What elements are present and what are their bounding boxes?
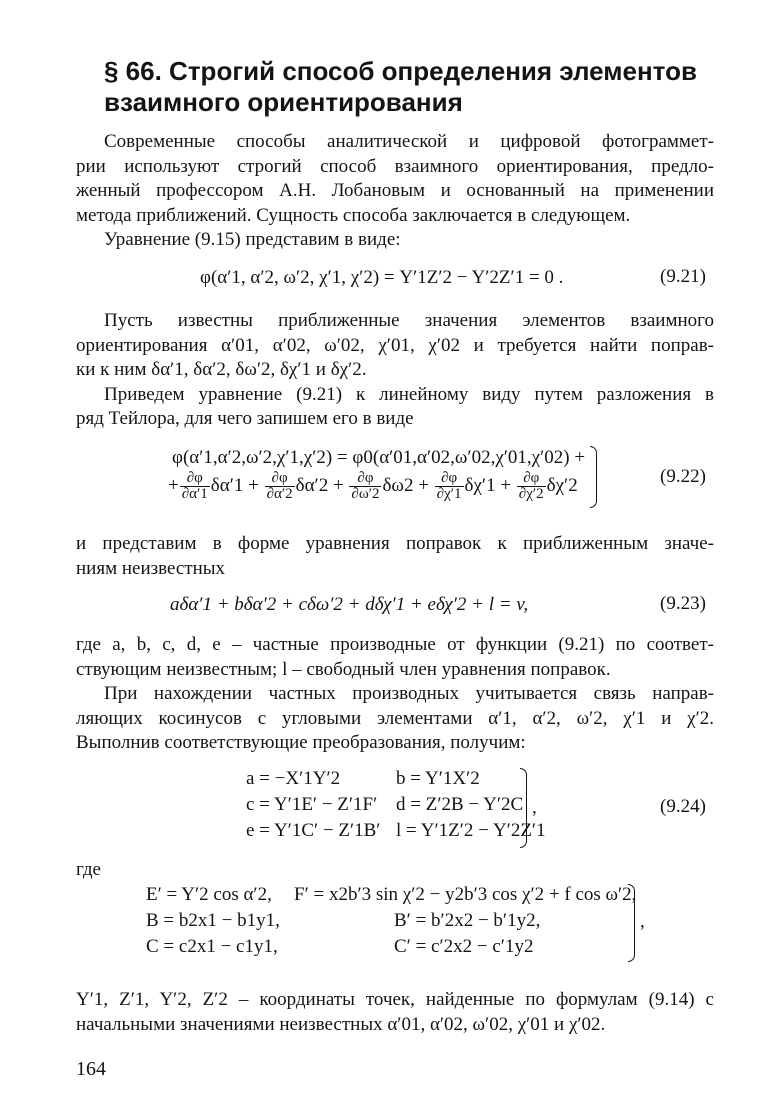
text-line: ниям неизвестных bbox=[76, 557, 226, 579]
text-line: Выполнив соответствующие преобразования, получим: bbox=[76, 732, 526, 753]
fraction-numerator: ∂φ bbox=[349, 471, 381, 487]
formula-row: a = −X′1Y′2 bbox=[246, 768, 341, 789]
text-line: ки к ним δα′1, δα′2, δω′2, δχ′1 и δχ′2. bbox=[76, 359, 367, 380]
coefficients-left bbox=[146, 882, 280, 960]
text-line: Пусть известны приближенные значения элементов взаимного bbox=[104, 310, 714, 331]
fraction bbox=[517, 471, 546, 502]
equation-9-22-line1: φ(α′1,α′2,ω′2,χ′1,χ′2) = φ0(α′01,α′02,ω′02,χ′01,χ′02) + bbox=[172, 447, 586, 468]
paragraph-correction bbox=[76, 532, 714, 581]
paragraph-derivatives bbox=[76, 633, 714, 756]
text-line: ориентирования α′01, α′02, ω′02, χ′01, χ′02 и требуется найти поправ- bbox=[76, 334, 714, 356]
right-brace bbox=[628, 884, 635, 962]
paragraph-approx bbox=[76, 309, 714, 432]
fraction-denominator: ∂α′2 bbox=[266, 486, 293, 503]
fraction bbox=[265, 471, 295, 502]
term: δχ′1 + bbox=[464, 475, 512, 496]
term: δα′2 + bbox=[295, 475, 344, 496]
text-line: При нахождении частных производных учитывается связь направ- bbox=[104, 683, 714, 704]
text-line: Современные способы аналитической и цифровой фотограммет- bbox=[104, 131, 714, 152]
fraction-numerator: ∂φ bbox=[517, 471, 546, 487]
coefficients-right bbox=[294, 882, 637, 960]
plus-sign: + bbox=[168, 475, 179, 496]
text-line: начальными значениями неизвестных α′01, α′02, ω′02, χ′01 и χ′02. bbox=[76, 1013, 606, 1035]
term: δχ′2 bbox=[546, 475, 578, 496]
comma: , bbox=[640, 911, 645, 932]
equation-number: (9.22) bbox=[660, 466, 706, 487]
page-number: 164 bbox=[76, 1058, 106, 1080]
text-line: и представим в форме уравнения поправок к приближенным значе- bbox=[76, 533, 714, 554]
paragraph-intro bbox=[76, 130, 714, 253]
right-brace bbox=[590, 446, 597, 508]
equation-number: (9.21) bbox=[660, 266, 706, 287]
fraction-denominator: ∂χ′2 bbox=[518, 486, 544, 503]
text-line: ляющих косинусов с угловыми элементами α′1, α′2, ω′2, χ′1 и χ′2. bbox=[76, 707, 714, 729]
fraction-denominator: ∂χ′1 bbox=[436, 486, 462, 503]
equation-9-21: φ(α′1, α′2, ω′2, χ′1, χ′2) = Y′1Z′2 − Y′2Z′1 = 0 . bbox=[200, 267, 564, 288]
equation-9-24-left bbox=[246, 766, 380, 844]
text-line: метода приближений. Сущность способа заключается в следующем. bbox=[76, 204, 631, 226]
heading-line: взаимного ориентирования bbox=[104, 87, 463, 117]
text-line: Y′1, Z′1, Y′2, Z′2 – координаты точек, найденные по формулам (9.14) с bbox=[76, 989, 714, 1010]
term: δω2 + bbox=[382, 475, 429, 496]
formula-row: E′ = Y′2 cos α′2, bbox=[146, 884, 272, 905]
heading-line: § 66. Строгий способ определения элементов bbox=[104, 56, 697, 86]
formula-row: l = Y′1Z′2 − Y′2Z′1 bbox=[396, 820, 546, 841]
fraction-denominator: ∂α′1 bbox=[181, 486, 208, 503]
text-line: женный профессором А.Н. Лобановым и основанный на применении bbox=[76, 180, 714, 201]
text-line: Уравнение (9.15) представим в виде: bbox=[104, 229, 401, 250]
section-heading bbox=[104, 56, 724, 118]
text-line: ряд Тейлора, для чего запишем его в виде bbox=[76, 408, 414, 429]
text-line: рии используют строгий способ взаимного ориентирования, предло- bbox=[76, 155, 714, 177]
fraction-numerator: ∂φ bbox=[265, 471, 295, 487]
equation-number: (9.24) bbox=[660, 796, 706, 817]
fraction bbox=[349, 471, 381, 502]
text-line: где a, b, c, d, e – частные производные от функции (9.21) по соответ- bbox=[76, 634, 714, 655]
fraction-numerator: ∂φ bbox=[180, 471, 210, 487]
equation-9-22-line2 bbox=[168, 471, 578, 502]
formula-row: B′ = b′2x2 − b′1y2, bbox=[394, 910, 541, 931]
fraction bbox=[180, 471, 210, 502]
fraction bbox=[435, 471, 464, 502]
paragraph-coordinates bbox=[76, 988, 714, 1037]
fraction-numerator: ∂φ bbox=[435, 471, 464, 487]
text-line: Приведем уравнение (9.21) к линейному виду путем разложения в bbox=[104, 383, 714, 405]
term: δα′1 + bbox=[210, 475, 259, 496]
formula-row: e = Y′1C′ − Z′1B′ bbox=[246, 820, 381, 841]
text-line: ствующим неизвестным; l – свободный член уравнения поправок. bbox=[76, 658, 611, 680]
equation-number: (9.23) bbox=[660, 593, 706, 614]
formula-row: F′ = x2b′3 sin χ′2 − y2b′3 cos χ′2 + f cos ω′2, bbox=[294, 884, 637, 905]
fraction-denominator: ∂ω′2 bbox=[351, 486, 380, 503]
equation-9-23: aδα′1 + bδα′2 + cδω′2 + dδχ′1 + eδχ′2 + l = v, bbox=[170, 594, 529, 615]
formula-row: b = Y′1X′2 bbox=[396, 768, 480, 789]
formula-row: B = b2x1 − b1y1, bbox=[146, 910, 280, 931]
formula-row: C = c2x1 − c1y1, bbox=[146, 936, 278, 957]
where-word: где bbox=[76, 859, 101, 880]
right-brace bbox=[520, 768, 527, 848]
comma: , bbox=[532, 797, 537, 818]
formula-row: C′ = c′2x2 − c′1y2 bbox=[394, 936, 534, 957]
formula-row: c = Y′1E′ − Z′1F′ bbox=[246, 794, 378, 815]
formula-row: d = Z′2B − Y′2C bbox=[396, 794, 524, 815]
